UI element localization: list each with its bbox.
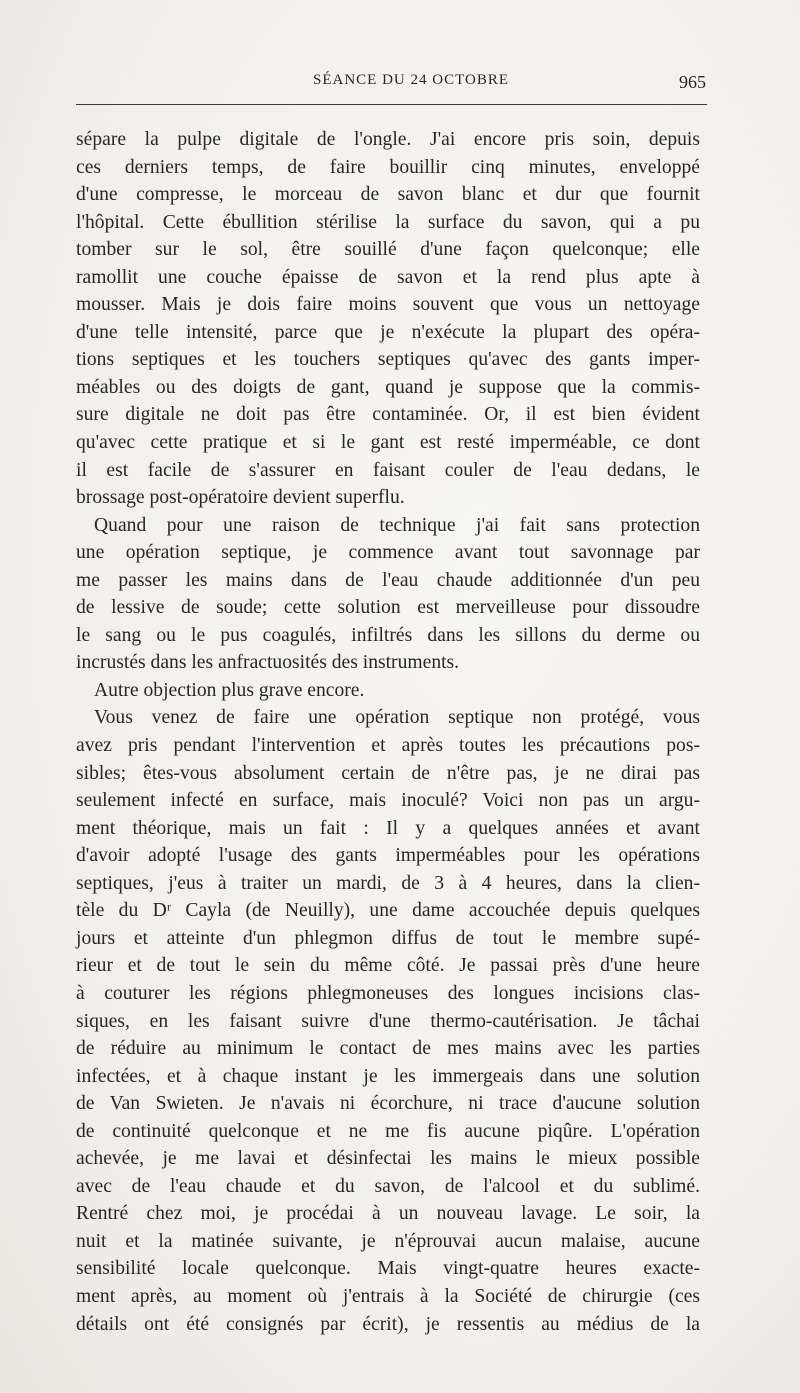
body-text (76, 126, 700, 1338)
text-line: ramollit une couche épaisse de savon et la rend plus apte à (76, 266, 700, 288)
text-line: infectées, et à chaque instant je les immergeais dans une solution (76, 1065, 700, 1087)
text-line: l'hôpital. Cette ébullition stérilise la surface du savon, qui a pu (76, 211, 700, 233)
text-line: de continuité quelconque et ne me fis aucune piqûre. L'opération (76, 1120, 700, 1142)
text-line: sensibilité locale quelconque. Mais vingt-quatre heures exacte- (76, 1258, 700, 1280)
running-title: SÉANCE DU 24 OCTOBRE (313, 72, 509, 88)
text-line: brossage post-opératoire devient superflu. (76, 487, 405, 509)
page-number: 965 (679, 72, 706, 92)
header-rule (76, 104, 707, 105)
text-line: Vous venez de faire une opération septique non protégé, vous (94, 707, 700, 729)
text-line: qu'avec cette pratique et si le gant est resté imperméable, ce dont (76, 432, 700, 454)
text-line: d'une compresse, le morceau de savon blanc et dur que fournit (76, 184, 700, 206)
text-line: de Van Swieten. Je n'avais ni écorchure, ni trace d'aucune solution (76, 1093, 700, 1115)
text-line: une opération septique, je commence avant tout savonnage par (76, 542, 700, 564)
text-line: de lessive de soude; cette solution est merveilleuse pour dissoudre (76, 597, 700, 619)
text-line: mousser. Mais je dois faire moins souvent que vous un nettoyage (76, 294, 700, 316)
text-line: ment théorique, mais un fait : Il y a quelques années et avant (76, 817, 700, 839)
text-line: le sang ou le pus coagulés, infiltrés dans les sillons du derme ou (76, 624, 700, 646)
text-line: détails ont été consignés par écrit), je ressentis au médius de la (76, 1313, 700, 1335)
text-line: à couturer les régions phlegmoneuses des longues incisions clas- (76, 982, 700, 1004)
text-line: avec de l'eau chaude et du savon, de l'alcool et du sublimé. (76, 1175, 700, 1197)
text-line: d'une telle intensité, parce que je n'exécute la plupart des opéra- (76, 321, 700, 343)
text-line: tomber sur le sol, être souillé d'une façon quelconque; elle (76, 239, 700, 261)
text-line: jours et atteinte d'un phlegmon diffus de tout le membre supé- (76, 927, 700, 949)
text-line: sure digitale ne doit pas être contaminée. Or, il est bien évident (76, 404, 700, 426)
text-line: sibles; êtes-vous absolument certain de n'être pas, je ne dirai pas (76, 762, 700, 784)
text-line: tèle du Dʳ Cayla (de Neuilly), une dame accouchée depuis quelques (76, 900, 700, 922)
text-line: incrustés dans les anfractuosités des instruments. (76, 652, 460, 674)
text-line: achevée, je me lavai et désinfectai les mains le mieux possible (76, 1148, 700, 1170)
text-line: Quand pour une raison de technique j'ai fait sans protection (94, 514, 700, 536)
text-line: me passer les mains dans de l'eau chaude additionnée d'un peu (76, 569, 700, 591)
text-line: septiques, j'eus à traiter un mardi, de 3 à 4 heures, dans la clien- (76, 872, 700, 894)
text-line: il est facile de s'assurer en faisant couler de l'eau dedans, le (76, 459, 700, 481)
text-line: nuit et la matinée suivante, je n'éprouvai aucun malaise, aucune (76, 1230, 700, 1252)
text-line: tions septiques et les touchers septiques qu'avec des gants imper- (76, 349, 700, 371)
text-line: Rentré chez moi, je procédai à un nouveau lavage. Le soir, la (76, 1203, 700, 1225)
text-line: avez pris pendant l'intervention et après toutes les précautions pos- (76, 735, 700, 757)
text-line: seulement infecté en surface, mais inoculé? Voici non pas un argu- (76, 790, 700, 812)
text-line: rieur et de tout le sein du même côté. Je passai près d'une heure (76, 955, 700, 977)
text-line: siques, en les faisant suivre d'une thermo-cautérisation. Je tâchai (76, 1010, 700, 1032)
text-line: sépare la pulpe digitale de l'ongle. J'ai encore pris soin, depuis (76, 129, 700, 150)
text-line: d'avoir adopté l'usage des gants imperméables pour les opérations (76, 845, 700, 867)
text-line: de réduire au minimum le contact de mes mains avec les parties (76, 1038, 700, 1060)
text-line: ment après, au moment où j'entrais à la Société de chirurgie (ces (76, 1285, 700, 1307)
text-line: méables ou des doigts de gant, quand je suppose que la commis- (76, 376, 700, 398)
text-line: ces derniers temps, de faire bouillir cinq minutes, enveloppé (76, 156, 700, 178)
page-header (76, 72, 706, 102)
text-line: Autre objection plus grave encore. (94, 679, 365, 701)
